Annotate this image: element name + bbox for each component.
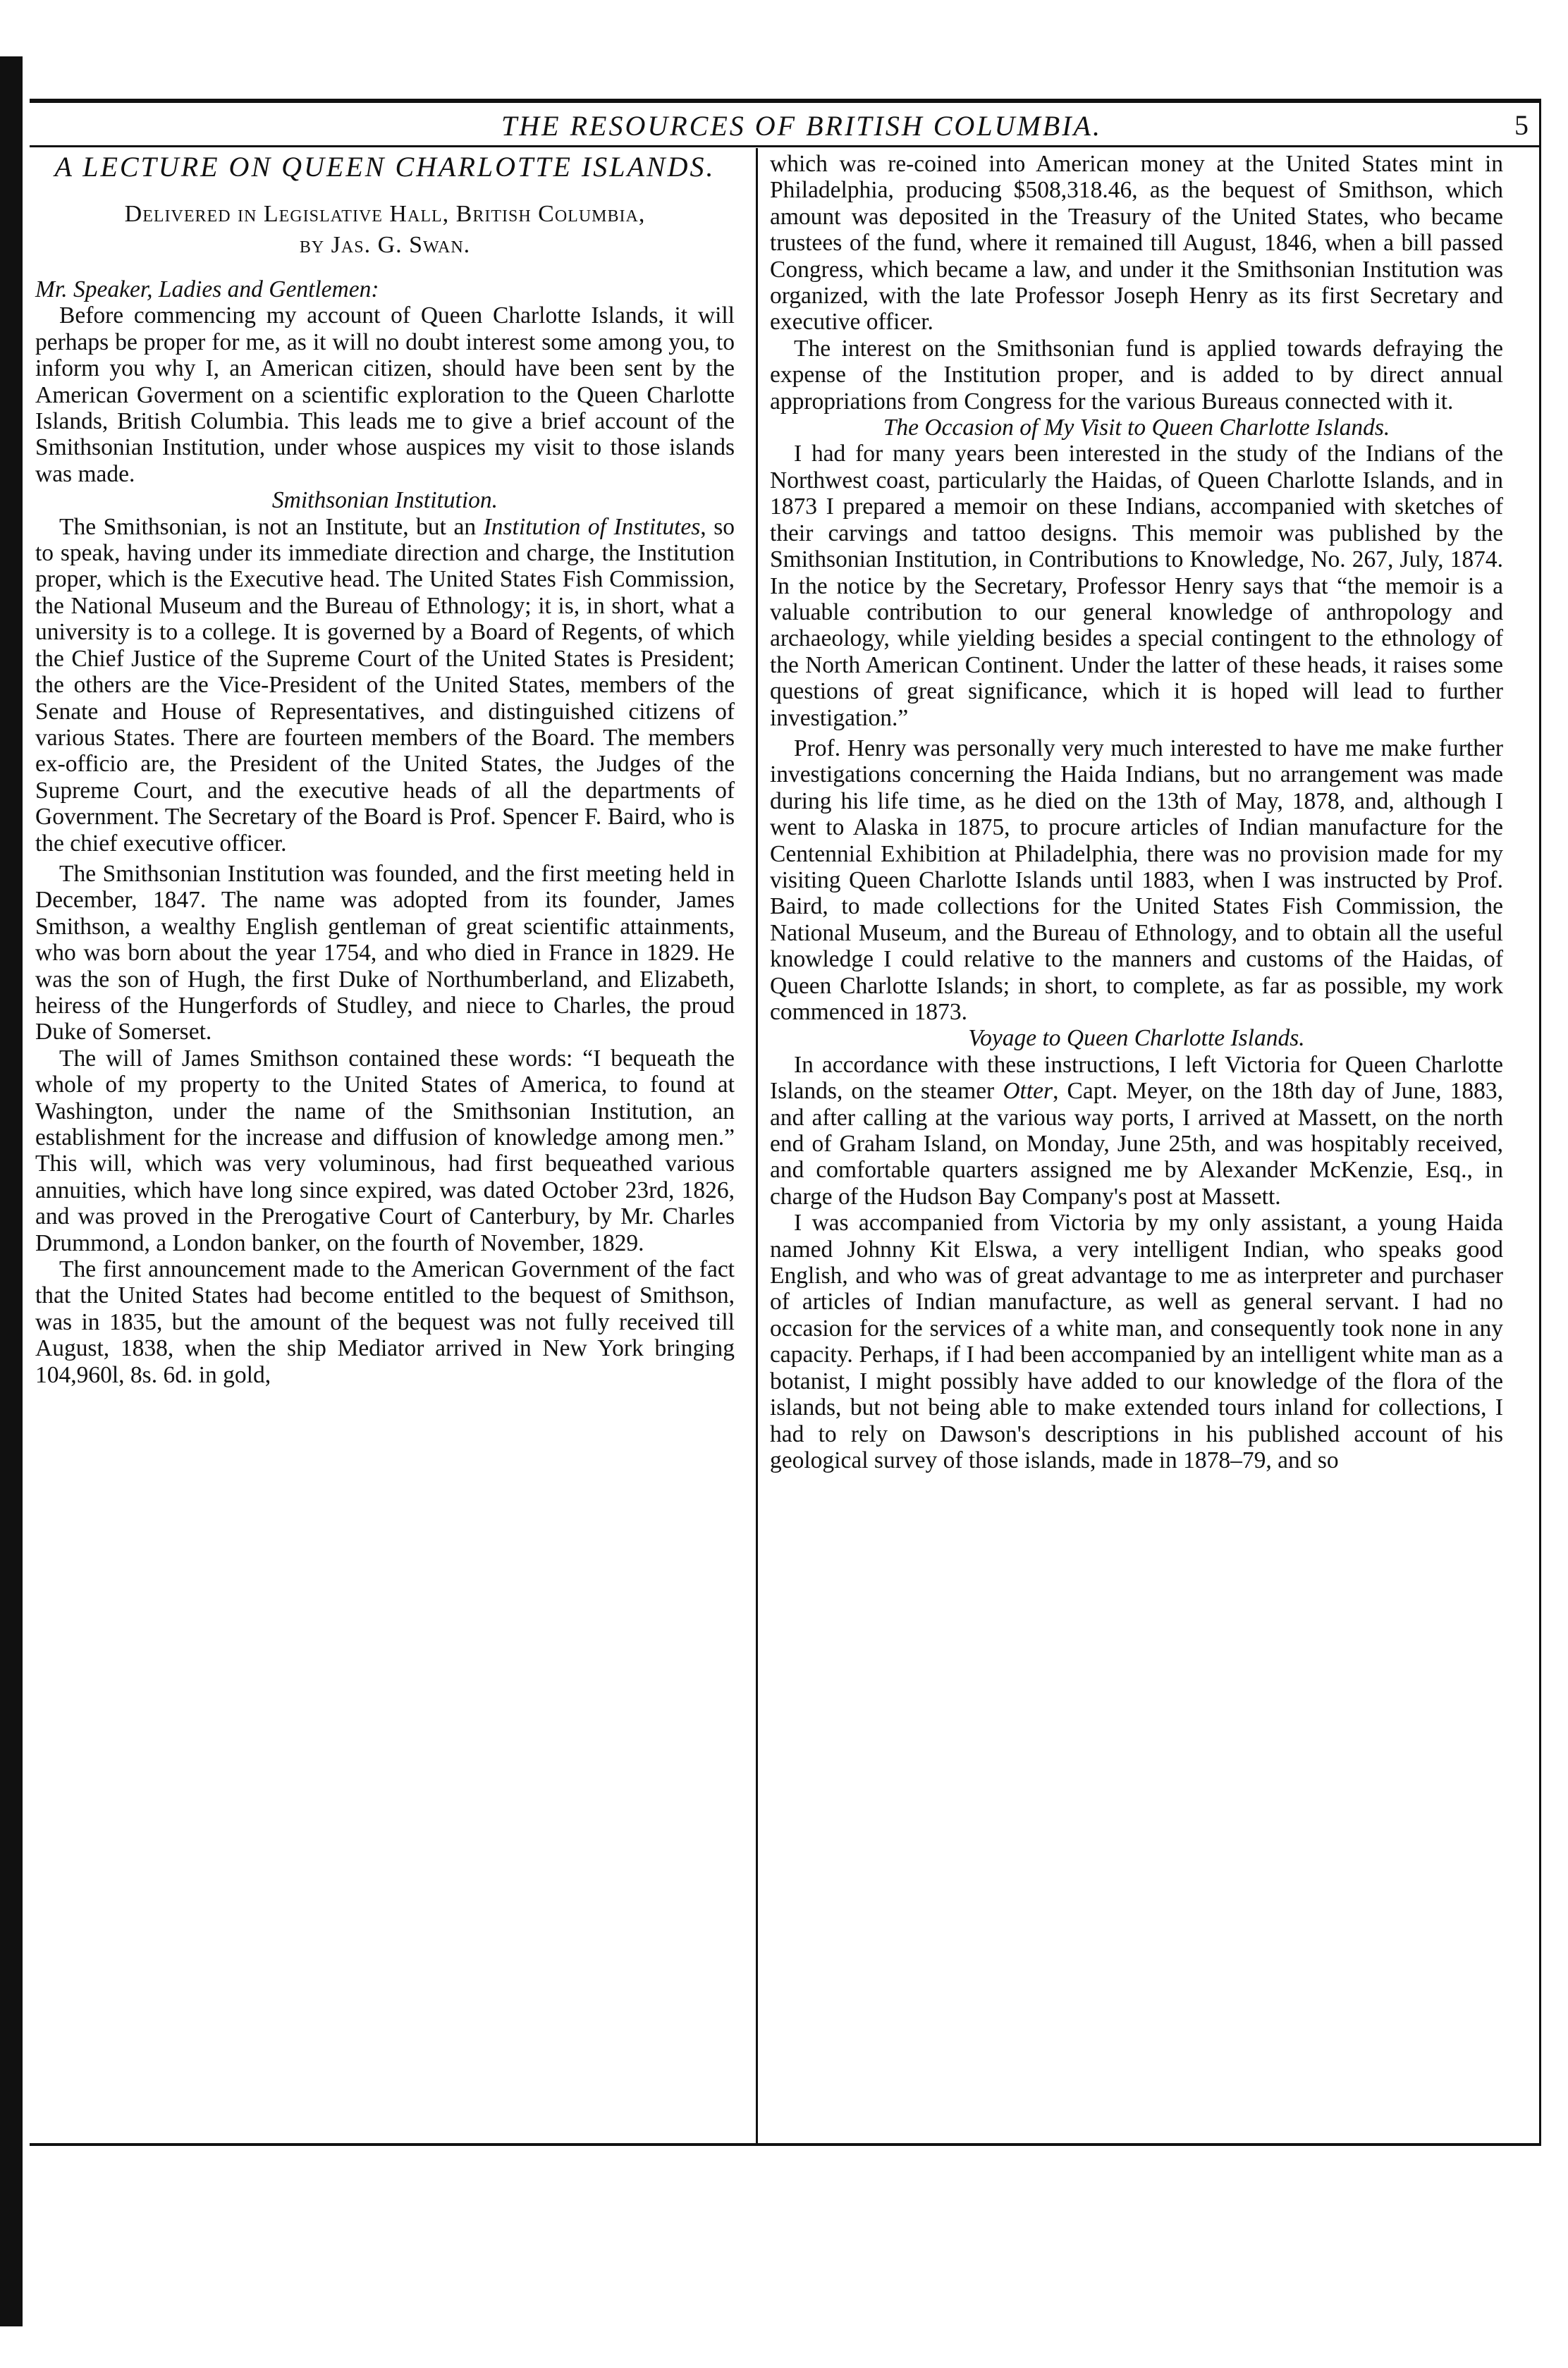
ship-name: Otter — [1003, 1078, 1053, 1105]
column-divider — [756, 148, 758, 2143]
paragraph: Before commencing my account of Queen Charlotte Islands, it will perhaps be proper for me, as it will no doubt interest some among you, to inform you why I, an American citizen, should have been sent by the American Goverment on a scientific exploration to the Queen Charlotte Islands, British Columbia. This leads me to give a brief account of the Smithsonian Institution, under whose auspices my visit to those islands was made. — [35, 302, 735, 487]
paragraph-text: , Capt. Meyer, on the 18th day of June, 1883, and after calling at the various way ports, I arrived at Massett, on the north end of Graham Island, on Monday, June 25th, and was hospitably received, and comfortable quarters assigned me by Alexander McKenzie, Esq., in charge of the Hudson Bay Company's post at Massett. — [770, 1078, 1503, 1210]
salutation: Mr. Speaker, Ladies and Gentlemen: — [35, 276, 379, 302]
page-number: 5 — [1514, 109, 1529, 141]
paragraph: Prof. Henry was personally very much interested to have me make further investigations concerning the Haida Indians, but no arrangement was made during his life time, as he died on the 13th of May, 1878, and, although I went to Alaska in 1875, to procure articles of Indian manufacture for the Centennial Exhibition at Philadelphia, there was no provision made for my visiting Queen Charlotte Islands until 1883, when I was instructed by Prof. Baird, to made collections for the United States Fish Commission, the National Museum, and the Bureau of Ethnology, and to obtain all the useful knowledge I could relative to the manners and customs of the Haidas, of Queen Charlotte Islands; in short, to complete, as far as possible, my work commenced in 1873. — [770, 735, 1503, 1025]
section-heading-occasion: The Occasion of My Visit to Queen Charlotte Islands. — [883, 415, 1390, 441]
running-head: THE RESOURCES OF BRITISH COLUMBIA. — [501, 109, 1102, 142]
binding-edge — [0, 56, 23, 2326]
page-header — [106, 104, 1529, 147]
section-heading-voyage: Voyage to Queen Charlotte Islands. — [968, 1025, 1305, 1052]
top-rule — [30, 99, 1541, 103]
lecture-title: A LECTURE ON QUEEN CHARLOTTE ISLANDS. — [54, 151, 716, 183]
paragraph-text: The Smithsonian, is not an Institute, but an — [59, 513, 484, 540]
paragraph-text: , so to speak, having under its immediate direction and charge, the Institution proper, which is the Executive head. The United States Fish Commission, the National Museum and the Bureau of Ethnology; it is, in short, what a university is to a college. It is governed by a Board of Regents, of which the Chief Justice of the Supreme Court of the United States is President; the others are the Vice-President of the United States, members of the Senate and House of Representatives, and distinguished citizens of various States. There are fourteen members of the Board. The members ex-officio are, the President of the United States, the Judges of the Supreme Court, and the executive heads of all the departments of Government. The Secretary of the Board is Prof. Spencer F. Baird, who is the chief executive officer. — [35, 513, 735, 857]
paragraph — [770, 1052, 1503, 1210]
paragraph: I had for many years been interested in the study of the Indians of the Northwest coast, particularly the Haidas, of Queen Charlotte Islands, and in 1873 I prepared a memoir on these Indians, accompanied with sketches of their carvings and tattoo designs. This memoir was published by the Smithsonian Institution, in Contributions to Knowledge, No. 267, July, 1874. In the notice by the Secretary, Professor Henry says that “the memoir is a valuable contribution to our general knowledge of anthropology and archaeology, while yielding besides a special contingent to the ethnology of the North American Continent. Under the latter of these heads, it raises some questions of great significance, which it is hoped will lead to further investigation.” — [770, 441, 1503, 731]
left-column — [35, 151, 735, 1388]
paragraph: I was accompanied from Victoria by my only assistant, a young Haida named Johnny Kit Elswa, a very intelligent Indian, who speaks good English, and who was of great advantage to me as interpreter and purchaser of articles of Indian manufacture, as well as general servant. I had no occasion for the services of a white man, and consequently took none in any capacity. Perhaps, if I had been accompanied by an intelligent white man as a botanist, I might possibly have added to our knowledge of the flora of the islands, but not being able to make extended tours inland for collections, I had to rely on Dawson's descriptions in his published account of his geological survey of those islands, made in 1878–79, and so — [770, 1210, 1503, 1473]
paragraph: The first announcement made to the American Government of the fact that the United States had become entitled to the bequest of Smithson, was in 1835, but the amount of the bequest was not fully received till August, 1838, when the ship Mediator arrived in New York bringing 104,960l, 8s. 6d. in gold, — [35, 1256, 735, 1388]
paragraph — [35, 514, 735, 857]
byline-author: by Jas. G. Swan. — [299, 232, 471, 258]
bottom-rule — [30, 2143, 1541, 2146]
right-column — [770, 151, 1503, 1473]
header-rule — [30, 145, 1541, 147]
paragraph: which was re-coined into American money at the United States mint in Philadelphia, producing $508,318.46, as the bequest of Smithson, which amount was deposited in the Treasury of the United States, who became trustees of the fund, where it remained till August, 1846, when a bill passed Congress, which became a law, and under it the Smithsonian Institution was organized, with the late Professor Joseph Henry as its first Secretary and executive officer. — [770, 151, 1503, 336]
paragraph: The Smithsonian Institution was founded, and the first meeting held in December, 1847. The name was adopted from its founder, James Smithson, a wealthy English gentleman of great scientific attainments, who was born about the year 1754, and who died in France in 1829. He was the son of Hugh, the first Duke of Northumberland, and Elizabeth, heiress of the Hungerfords of Studley, and niece to Charles, the proud Duke of Somerset. — [35, 860, 735, 1045]
paragraph: The will of James Smithson contained these words: “I bequeath the whole of my property to the United States of America, to found at Washington, under the name of the Smithsonian Institution, an establishment for the increase and diffusion of knowledge among men.” This will, which was very voluminous, had first bequeathed various annuities, which have long since expired, was dated October 23rd, 1826, and was proved in the Prerogative Court of Canterbury, by Mr. Charles Drummond, a London banker, on the fourth of November, 1829. — [35, 1045, 735, 1256]
byline-venue: Delivered in Legislative Hall, British Columbia, — [124, 201, 646, 227]
paragraph: The interest on the Smithsonian fund is applied towards defraying the expense of the Institution proper, and is added to by direct annual appropriations from Congress for the various Bureaus connected with it. — [770, 335, 1503, 415]
italic-phrase: Institution of Institutes — [483, 513, 701, 540]
right-border — [1539, 99, 1541, 2146]
section-heading-smithsonian: Smithsonian Institution. — [271, 487, 498, 514]
paragraph-text: In accordance with these instructions, I left Victoria for Queen Charlotte Islands, on the steamer — [770, 1051, 1503, 1105]
byline — [35, 199, 735, 261]
